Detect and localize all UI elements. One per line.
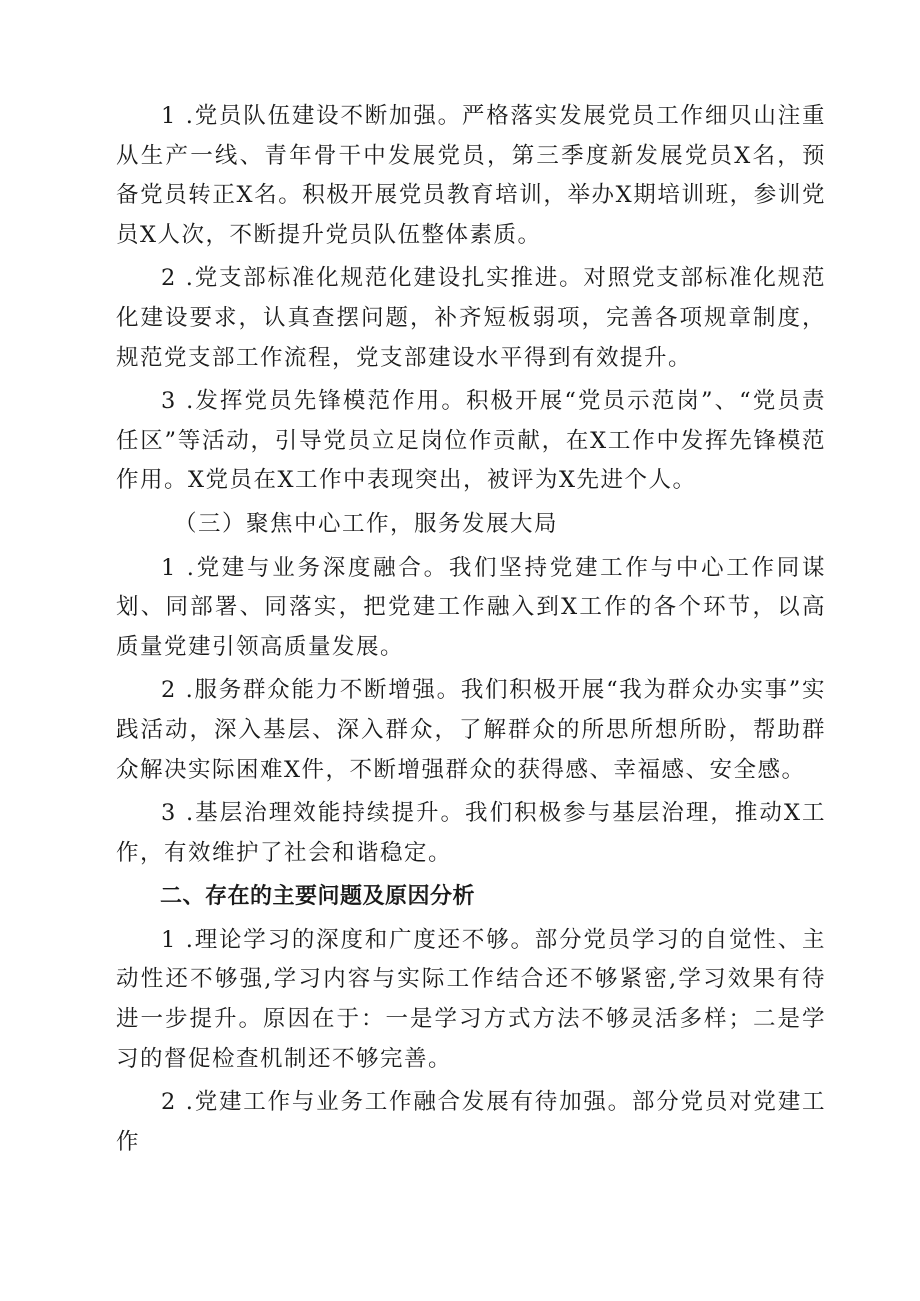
paragraph-serve-masses: 2 .服务群众能力不断增强。我们积极开展“我为群众办实事”实践活动，深入基层、深入群众，了解群众的所思所想所盼，帮助群众解决实际困难X件，不断增强群众的获得感、幸福感、安全感。 [116,677,826,783]
paragraph-pioneer-role: 3 .发挥党员先锋模范作用。积极开展“党员示范岗”、“党员责任区”等活动，引导党员立足岗位作贡献，在X工作中发挥先锋模范作用。X党员在X工作中表现突出，被评为X先进个人。 [116,388,826,494]
paragraph-theory-study: 1 .理论学习的深度和广度还不够。部分党员学习的自觉性、主动性还不够强,学习内容与实际工作结合还不够紧密,学习效果有待进一步提升。原因在于：一是学习方式方法不够灵活多样；二是学习的督促检查机制还不够完善。 [116,926,826,1072]
subheading-focus-center-work: （三）聚焦中心工作，服务发展大局 [174,510,559,537]
paragraph-integration-development: 2 .党建工作与业务工作融合发展有待加强。部分党员对党建工作 [116,1089,826,1155]
section-heading-problems: 二、存在的主要问题及原因分析 [160,884,476,910]
document-body [116,97,826,1166]
paragraph-deep-integration: 1 .党建与业务深度融合。我们坚持党建工作与中心工作同谋划、同部署、同落实，把党建工作融入到X工作的各个环节，以高质量党建引领高质量发展。 [116,554,826,660]
paragraph-party-team-building: 1 .党员队伍建设不断加强。严格落实发展党员工作细贝山注重从生产一线、青年骨干中发展党员，第三季度新发展党员X名，预备党员转正X名。积极开展党员教育培训，举办X期培训班，参训党员X人次，不断提升党员队伍整体素质。 [116,103,826,248]
paragraph-branch-standardization: 2 .党支部标准化规范化建设扎实推进。对照党支部标准化规范化建设要求，认真查摆问题，补齐短板弱项，完善各项规章制度，规范党支部工作流程，党支部建设水平得到有效提升。 [116,265,826,371]
paragraph-grassroots-governance: 3 .基层治理效能持续提升。我们积极参与基层治理，推动X工作，有效维护了社会和谐稳定。 [116,800,826,866]
